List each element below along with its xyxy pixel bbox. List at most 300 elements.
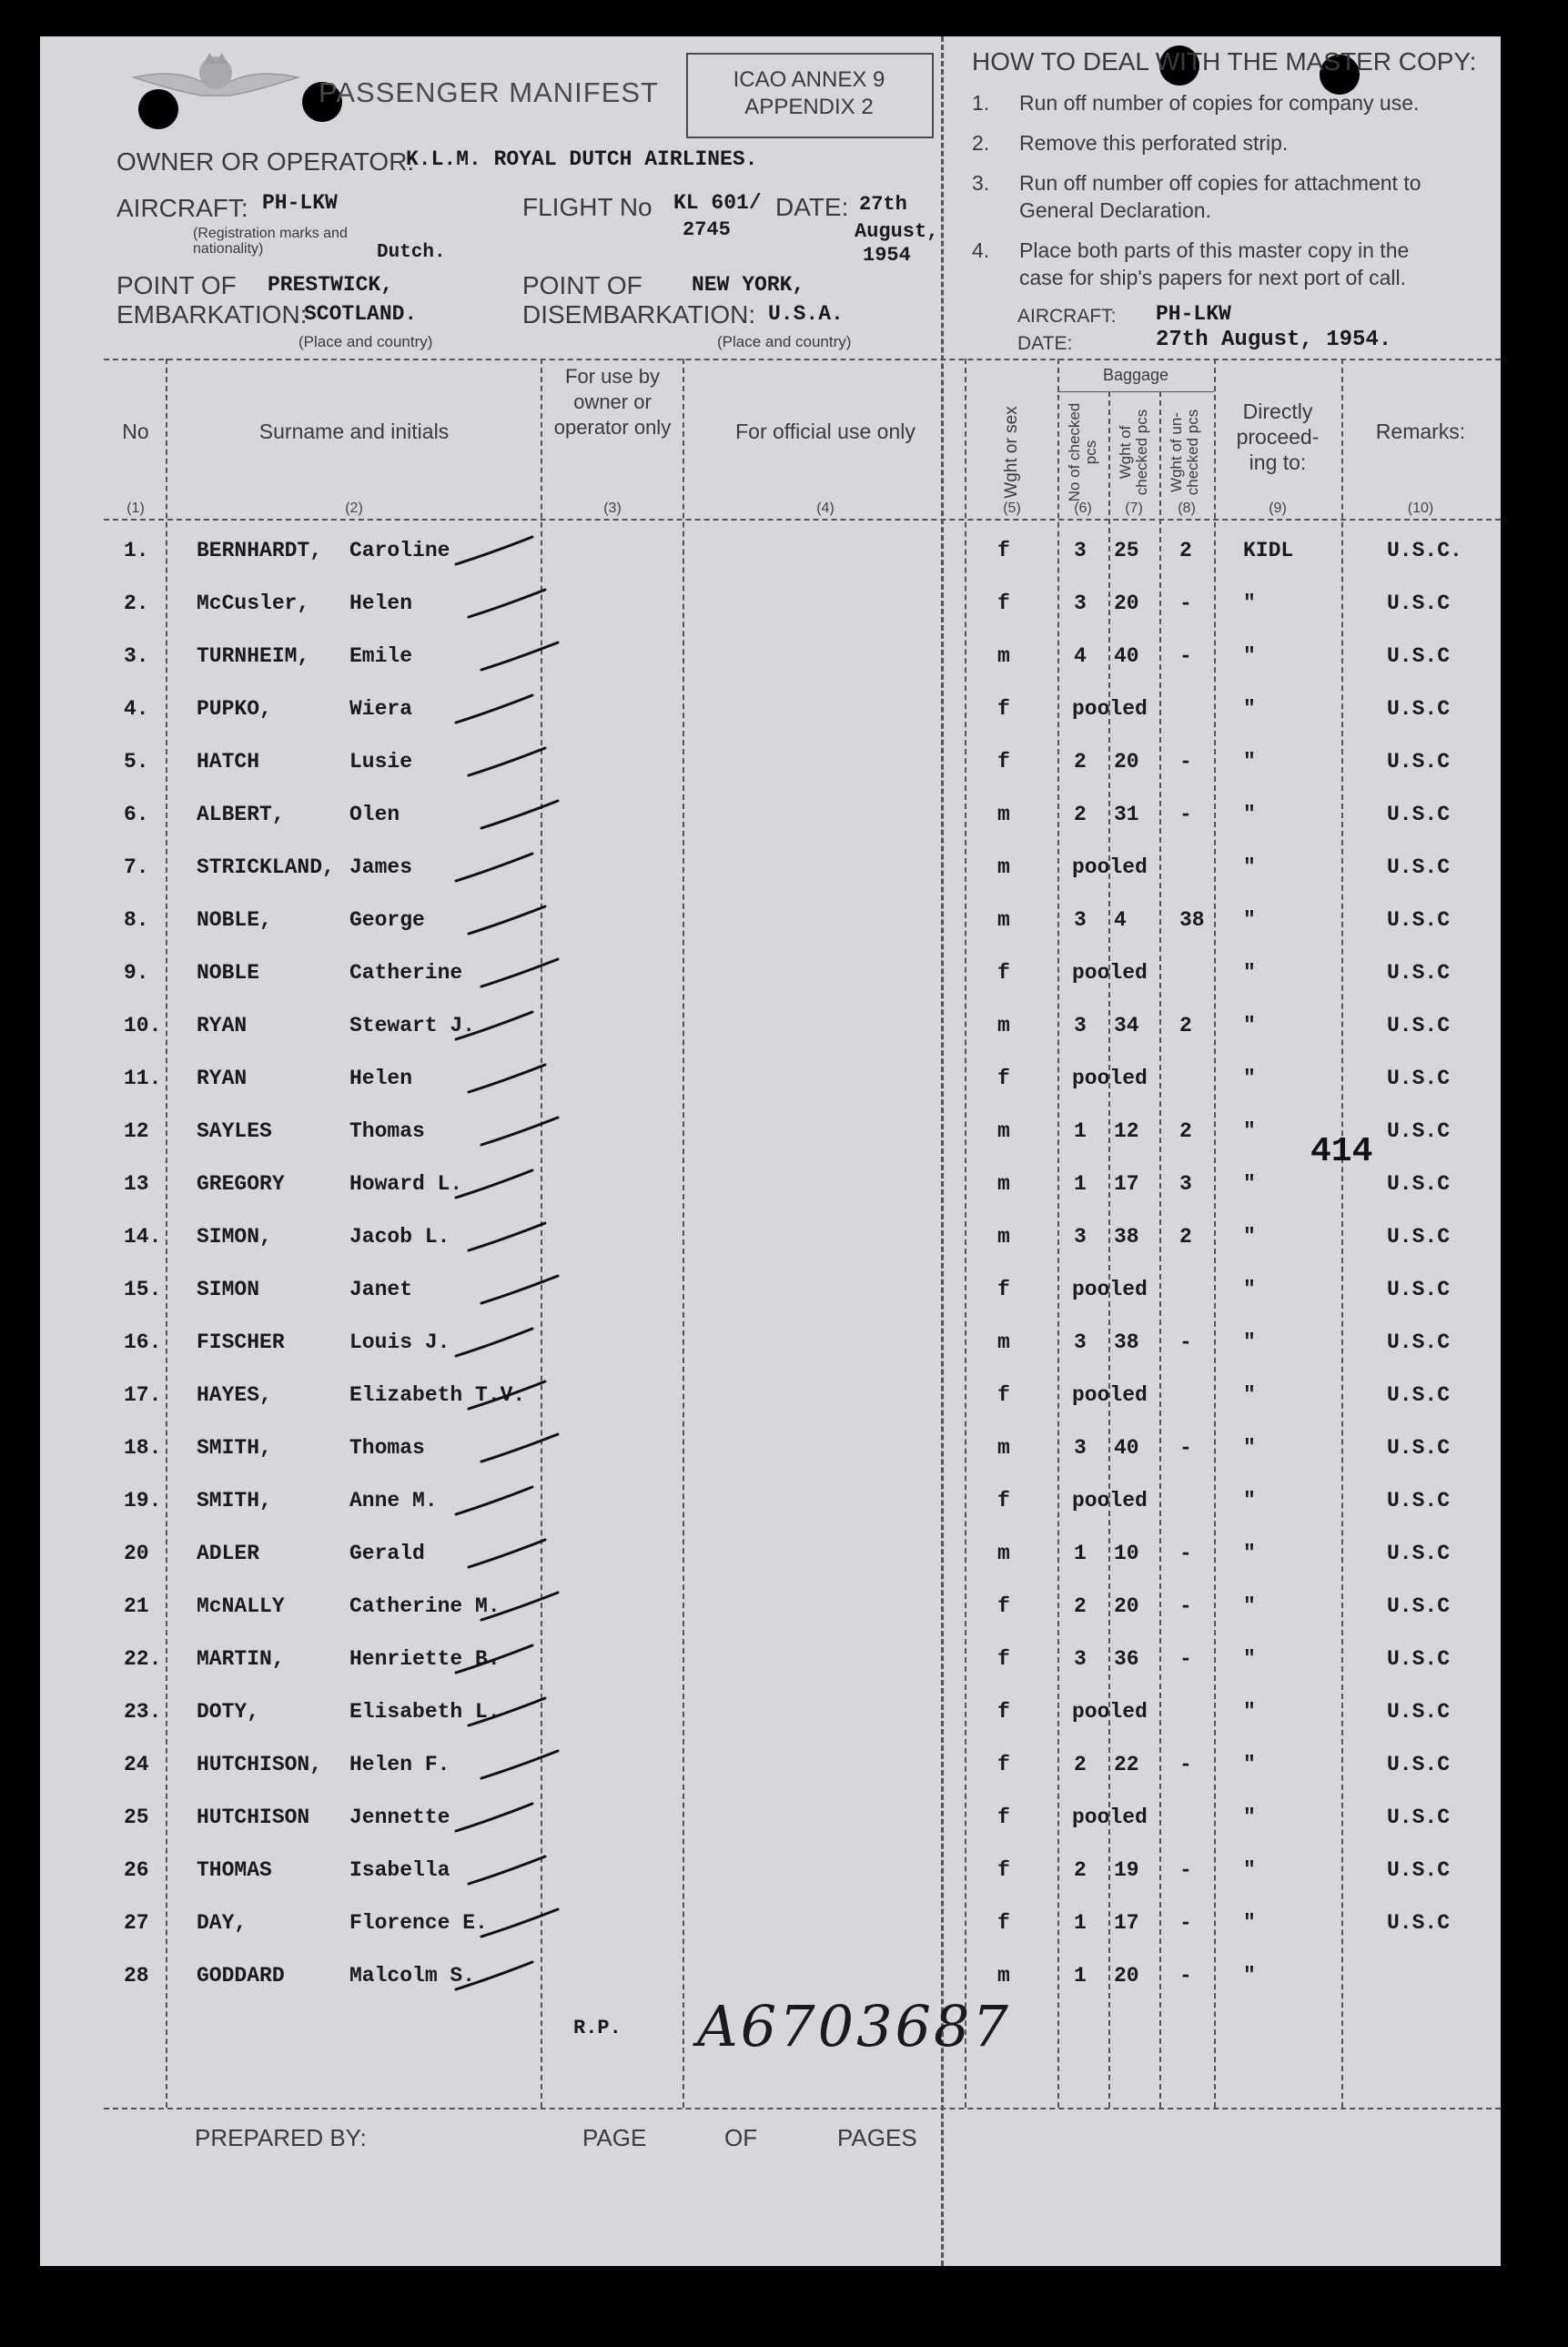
remarks: U.S.C — [1387, 1225, 1451, 1249]
passenger-sex: f — [997, 1383, 1010, 1407]
passenger-sex: f — [997, 1067, 1010, 1090]
remarks: U.S.C — [1387, 855, 1451, 879]
passenger-given-name: Catherine — [349, 961, 463, 985]
passenger-row — [40, 1806, 1501, 1858]
stamp-number: 414 — [1310, 1132, 1373, 1171]
baggage-unchecked: - — [1179, 1753, 1192, 1776]
destination: " — [1243, 855, 1256, 879]
passenger-given-name: Jennette — [349, 1806, 450, 1829]
baggage-weight: 4 — [1114, 908, 1127, 932]
col-header-no-checked: No of checked pcs — [1066, 402, 1099, 502]
passenger-number: 11. — [124, 1067, 162, 1090]
baggage-unchecked: - — [1179, 644, 1192, 668]
check-tick-mark — [467, 1061, 549, 1098]
baggage-pieces: 3 — [1074, 1330, 1087, 1354]
check-tick-mark — [454, 1325, 536, 1361]
passenger-sex: m — [997, 1964, 1010, 1988]
passenger-row — [40, 1594, 1501, 1647]
passenger-given-name: Janet — [349, 1278, 413, 1301]
passenger-row — [40, 1067, 1501, 1119]
baggage-weight: 20 — [1114, 1964, 1139, 1988]
baggage-pooled: pooled — [1072, 1067, 1148, 1090]
passenger-given-name: Elisabeth L. — [349, 1700, 501, 1724]
passenger-row — [40, 750, 1501, 803]
passenger-surname: ADLER — [197, 1542, 260, 1565]
passenger-row — [40, 1858, 1501, 1911]
instruction-text: case for ship's papers for next port of call. — [1019, 266, 1406, 289]
column-number: (5) — [1003, 501, 1021, 516]
passenger-number: 26 — [124, 1858, 149, 1882]
passenger-given-name: Helen F. — [349, 1753, 450, 1776]
remarks: U.S.C — [1387, 1700, 1451, 1724]
passenger-given-name: Olen — [349, 803, 400, 826]
check-tick-mark — [480, 1589, 561, 1625]
passenger-row — [40, 1383, 1501, 1436]
passenger-surname: BERNHARDT, — [197, 539, 323, 562]
remarks: U.S.C. — [1387, 539, 1462, 562]
passenger-number: 21 — [124, 1594, 149, 1618]
baggage-weight: 25 — [1114, 539, 1139, 562]
check-tick-mark — [480, 1114, 561, 1150]
passenger-given-name: Helen — [349, 1067, 413, 1090]
column-number: (3) — [603, 501, 622, 516]
passenger-sex: m — [997, 855, 1010, 879]
baggage-weight: 12 — [1114, 1119, 1139, 1143]
footer-pages: PAGES — [837, 2124, 917, 2151]
destination: " — [1243, 750, 1256, 774]
passenger-sex: m — [997, 908, 1010, 932]
baggage-pieces: 2 — [1074, 1753, 1087, 1776]
instruction-text: General Declaration. — [1019, 198, 1211, 222]
baggage-weight: 19 — [1114, 1858, 1139, 1882]
passenger-number: 28 — [124, 1964, 149, 1988]
passenger-row — [40, 1489, 1501, 1542]
date-label: DATE: — [775, 193, 849, 221]
flight-label: FLIGHT No — [522, 193, 652, 221]
passenger-sex: f — [997, 1489, 1010, 1512]
passenger-surname: DOTY, — [197, 1700, 260, 1724]
registration-note: (Registration marks and nationality) — [193, 226, 348, 257]
check-tick-mark — [454, 850, 536, 886]
remarks: U.S.C — [1387, 1647, 1451, 1671]
passenger-sex: m — [997, 1014, 1010, 1037]
passenger-number: 8. — [124, 908, 149, 932]
instruction-number: 3. — [972, 171, 990, 195]
passenger-given-name: Catherine M. — [349, 1594, 501, 1618]
baggage-weight: 10 — [1114, 1542, 1139, 1565]
remarks: U.S.C — [1387, 1014, 1451, 1037]
baggage-unchecked: - — [1179, 1436, 1192, 1460]
destination: " — [1243, 1172, 1256, 1196]
baggage-pooled: pooled — [1072, 1489, 1148, 1512]
column-number: (4) — [816, 501, 835, 516]
baggage-unchecked: 3 — [1179, 1172, 1192, 1196]
baggage-pieces: 2 — [1074, 803, 1087, 826]
baggage-unchecked: 38 — [1179, 908, 1205, 932]
baggage-pieces: 1 — [1074, 1119, 1087, 1143]
passenger-row — [40, 539, 1501, 592]
aircraft-value: PH-LKW — [262, 191, 338, 215]
passenger-given-name: Emile — [349, 644, 413, 668]
destination: " — [1243, 1700, 1256, 1724]
date-value-1: 27th — [859, 193, 907, 216]
disembark-label-2: DISEMBARKATION: — [522, 300, 756, 329]
baggage-unchecked: - — [1179, 1594, 1192, 1618]
remarks: U.S.C — [1387, 592, 1451, 615]
column-number: (8) — [1178, 501, 1196, 516]
passenger-number: 25 — [124, 1806, 149, 1829]
check-tick-mark — [480, 1906, 561, 1942]
disembark-label-1: POINT OF — [522, 271, 642, 299]
passenger-number: 27 — [124, 1911, 149, 1935]
passenger-row — [40, 855, 1501, 908]
icao-line2: APPENDIX 2 — [744, 95, 874, 119]
instr-aircraft-label: AIRCRAFT: — [1017, 306, 1117, 327]
passenger-sex: f — [997, 697, 1010, 721]
passenger-number: 12 — [124, 1119, 149, 1143]
col-header-wght-checked: Wght of checked pcs — [1117, 409, 1150, 496]
passenger-row — [40, 1278, 1501, 1330]
passenger-number: 10. — [124, 1014, 162, 1037]
destination: " — [1243, 1964, 1256, 1988]
check-tick-mark — [480, 639, 561, 675]
col-header-wght-unchecked: Wght of un-checked pcs — [1168, 409, 1201, 496]
passenger-surname: HUTCHISON — [197, 1806, 310, 1829]
remarks: U.S.C — [1387, 908, 1451, 932]
passenger-sex: f — [997, 1806, 1010, 1829]
destination: " — [1243, 697, 1256, 721]
passenger-sex: m — [997, 1436, 1010, 1460]
passenger-number: 6. — [124, 803, 149, 826]
destination: " — [1243, 1383, 1256, 1407]
destination: " — [1243, 1594, 1256, 1618]
passenger-given-name: Helen — [349, 592, 413, 615]
remarks: U.S.C — [1387, 1172, 1451, 1196]
baggage-pooled: pooled — [1072, 1383, 1148, 1407]
destination: " — [1243, 1278, 1256, 1301]
passenger-surname: MARTIN, — [197, 1647, 285, 1671]
remarks: U.S.C — [1387, 961, 1451, 985]
baggage-weight: 40 — [1114, 1436, 1139, 1460]
baggage-underline — [1057, 391, 1214, 392]
passenger-given-name: Anne M. — [349, 1489, 438, 1512]
baggage-unchecked: - — [1179, 1647, 1192, 1671]
baggage-weight: 17 — [1114, 1172, 1139, 1196]
destination: " — [1243, 1911, 1256, 1935]
passenger-given-name: Stewart J. — [349, 1014, 476, 1037]
check-tick-mark — [467, 903, 549, 939]
passenger-given-name: Wiera — [349, 697, 413, 721]
passenger-number: 16. — [124, 1330, 162, 1354]
klm-crown-logo — [129, 46, 302, 118]
check-tick-mark — [467, 586, 549, 622]
baggage-unchecked: - — [1179, 1330, 1192, 1354]
destination: " — [1243, 803, 1256, 826]
column-number: (9) — [1269, 501, 1287, 516]
owner-note-rp: R.P. — [573, 2017, 622, 2039]
passenger-surname: GODDARD — [197, 1964, 285, 1988]
baggage-pieces: 1 — [1074, 1964, 1087, 1988]
passenger-sex: f — [997, 539, 1010, 562]
check-tick-mark — [467, 744, 549, 781]
passenger-given-name: Thomas — [349, 1436, 425, 1460]
baggage-pieces: 1 — [1074, 1911, 1087, 1935]
check-tick-mark — [454, 1483, 536, 1520]
passenger-given-name: Henriette B. — [349, 1647, 501, 1671]
baggage-weight: 36 — [1114, 1647, 1139, 1671]
instr-date-value: 27th August, 1954. — [1156, 328, 1392, 352]
destination: " — [1243, 961, 1256, 985]
passenger-surname: FISCHER — [197, 1330, 285, 1354]
remarks: U.S.C — [1387, 1119, 1451, 1143]
passenger-number: 22. — [124, 1647, 162, 1671]
passenger-number: 24 — [124, 1753, 149, 1776]
passenger-row — [40, 1330, 1501, 1383]
column-number: (6) — [1074, 501, 1092, 516]
instr-aircraft-value: PH-LKW — [1156, 302, 1231, 326]
passenger-number: 19. — [124, 1489, 162, 1512]
remarks: U.S.C — [1387, 1594, 1451, 1618]
baggage-weight: 20 — [1114, 1594, 1139, 1618]
instruction-text: Remove this perforated strip. — [1019, 131, 1289, 155]
passenger-row — [40, 1647, 1501, 1700]
remarks: U.S.C — [1387, 750, 1451, 774]
baggage-unchecked: 2 — [1179, 1225, 1192, 1249]
baggage-weight: 22 — [1114, 1753, 1139, 1776]
passenger-given-name: Thomas — [349, 1119, 425, 1143]
remarks: U.S.C — [1387, 1542, 1451, 1565]
destination: " — [1243, 1753, 1256, 1776]
table-bottom-line — [104, 2108, 1501, 2109]
date-value-3: 1954 — [863, 244, 911, 267]
remarks: U.S.C — [1387, 1489, 1451, 1512]
check-tick-mark — [480, 1747, 561, 1784]
nationality-value: Dutch. — [377, 242, 446, 263]
check-tick-mark — [454, 1008, 536, 1045]
baggage-unchecked: - — [1179, 1964, 1192, 1988]
embark-value-1: PRESTWICK, — [268, 273, 394, 297]
check-tick-mark — [454, 1642, 536, 1678]
passenger-surname: RYAN — [197, 1014, 248, 1037]
baggage-unchecked: - — [1179, 750, 1192, 774]
flight-value: KL 601/ — [673, 191, 762, 215]
passenger-given-name: James — [349, 855, 413, 879]
footer-page: PAGE — [582, 2124, 647, 2151]
baggage-unchecked: - — [1179, 803, 1192, 826]
passenger-given-name: Isabella — [349, 1858, 450, 1882]
owner-label: OWNER OR OPERATOR: — [116, 147, 415, 176]
passenger-sex: f — [997, 592, 1010, 615]
destination: " — [1243, 1806, 1256, 1829]
owner-value: K.L.M. ROYAL DUTCH AIRLINES. — [406, 147, 758, 171]
passenger-sex: f — [997, 1278, 1010, 1301]
instruction-number: 4. — [972, 238, 990, 262]
disembark-value-1: NEW YORK, — [692, 273, 805, 297]
instruction-text: Run off number of copies for company use. — [1019, 91, 1420, 115]
check-tick-mark — [480, 797, 561, 834]
destination: " — [1243, 1067, 1256, 1090]
destination: KIDL — [1243, 539, 1294, 562]
remarks: U.S.C — [1387, 697, 1451, 721]
passenger-row — [40, 1014, 1501, 1067]
passenger-row — [40, 1753, 1501, 1806]
baggage-weight: 17 — [1114, 1911, 1139, 1935]
passenger-number: 17. — [124, 1383, 162, 1407]
passenger-surname: SIMON, — [197, 1225, 272, 1249]
passenger-number: 14. — [124, 1225, 162, 1249]
passenger-row — [40, 1225, 1501, 1278]
baggage-pooled: pooled — [1072, 697, 1148, 721]
baggage-weight: 34 — [1114, 1014, 1139, 1037]
passenger-sex: f — [997, 1647, 1010, 1671]
handwritten-id: A6703687 — [697, 1993, 1011, 2059]
baggage-pooled: pooled — [1072, 1278, 1148, 1301]
baggage-unchecked: 2 — [1179, 1119, 1192, 1143]
baggage-weight: 20 — [1114, 592, 1139, 615]
destination: " — [1243, 1542, 1256, 1565]
passenger-surname: PUPKO, — [197, 697, 272, 721]
destination: " — [1243, 1436, 1256, 1460]
baggage-pieces: 3 — [1074, 1436, 1087, 1460]
passenger-sex: f — [997, 750, 1010, 774]
baggage-pooled: pooled — [1072, 1700, 1148, 1724]
passenger-sex: f — [997, 961, 1010, 985]
column-number: (1) — [126, 501, 145, 516]
passenger-sex: m — [997, 1542, 1010, 1565]
passenger-number: 7. — [124, 855, 149, 879]
remarks: U.S.C — [1387, 1330, 1451, 1354]
passenger-given-name: Lusie — [349, 750, 413, 774]
destination: " — [1243, 1489, 1256, 1512]
passenger-surname: SAYLES — [197, 1119, 272, 1143]
passenger-row — [40, 1436, 1501, 1489]
remarks: U.S.C — [1387, 1436, 1451, 1460]
check-tick-mark — [480, 1272, 561, 1309]
passenger-sex: f — [997, 1753, 1010, 1776]
passenger-given-name: Louis J. — [349, 1330, 450, 1354]
baggage-pieces: 3 — [1074, 1014, 1087, 1037]
col-header-no: No — [122, 420, 149, 443]
baggage-pieces: 1 — [1074, 1172, 1087, 1196]
check-tick-mark — [467, 1853, 549, 1889]
column-number: (10) — [1407, 501, 1434, 516]
passenger-given-name: Howard L. — [349, 1172, 463, 1196]
remarks: U.S.C — [1387, 1278, 1451, 1301]
baggage-pieces: 4 — [1074, 644, 1087, 668]
baggage-unchecked: - — [1179, 1858, 1192, 1882]
table-header-bottom-line — [104, 519, 1501, 521]
column-number: (2) — [345, 501, 363, 516]
remarks: U.S.C — [1387, 1806, 1451, 1829]
passenger-surname: SIMON — [197, 1278, 260, 1301]
baggage-pieces: 3 — [1074, 1225, 1087, 1249]
baggage-pieces: 3 — [1074, 592, 1087, 615]
baggage-unchecked: - — [1179, 1911, 1192, 1935]
passenger-surname: GREGORY — [197, 1172, 285, 1196]
baggage-weight: 31 — [1114, 803, 1139, 826]
remarks: U.S.C — [1387, 1067, 1451, 1090]
passenger-given-name: Elizabeth T.V. — [349, 1383, 526, 1407]
passenger-given-name: Florence E. — [349, 1911, 488, 1935]
destination: " — [1243, 1858, 1256, 1882]
check-tick-mark — [467, 1378, 549, 1414]
footer-prepared-by: PREPARED BY: — [195, 2124, 367, 2151]
passenger-surname: HATCH — [197, 750, 260, 774]
passenger-given-name: Gerald — [349, 1542, 425, 1565]
baggage-weight: 38 — [1114, 1330, 1139, 1354]
instructions-title: HOW TO DEAL WITH THE MASTER COPY: — [972, 47, 1477, 76]
passenger-row — [40, 592, 1501, 644]
instr-date-label: DATE: — [1017, 333, 1073, 354]
check-tick-mark — [480, 956, 561, 992]
remarks: U.S.C — [1387, 644, 1451, 668]
baggage-pieces: 2 — [1074, 1858, 1087, 1882]
baggage-weight: 20 — [1114, 750, 1139, 774]
check-tick-mark — [454, 1958, 536, 1995]
remarks: U.S.C — [1387, 803, 1451, 826]
embark-label-2: EMBARKATION: — [116, 300, 308, 329]
passenger-sex: f — [997, 1858, 1010, 1882]
baggage-pieces: 1 — [1074, 1542, 1087, 1565]
passenger-surname: SMITH, — [197, 1489, 272, 1512]
embark-place-note: (Place and country) — [298, 333, 433, 350]
check-tick-mark — [480, 1431, 561, 1467]
passenger-surname: HAYES, — [197, 1383, 272, 1407]
baggage-pieces: 2 — [1074, 750, 1087, 774]
baggage-pooled: pooled — [1072, 855, 1148, 879]
check-tick-mark — [467, 1219, 549, 1256]
baggage-unchecked: 2 — [1179, 539, 1192, 562]
baggage-unchecked: - — [1179, 1542, 1192, 1565]
baggage-pieces: 2 — [1074, 1594, 1087, 1618]
col-header-official: For official use only — [735, 420, 916, 443]
baggage-pooled: pooled — [1072, 961, 1148, 985]
passenger-sex: m — [997, 1172, 1010, 1196]
destination: " — [1243, 644, 1256, 668]
passenger-surname: STRICKLAND, — [197, 855, 335, 879]
passenger-number: 5. — [124, 750, 149, 774]
passenger-number: 3. — [124, 644, 149, 668]
baggage-unchecked: - — [1179, 592, 1192, 615]
passenger-surname: McCusler, — [197, 592, 310, 615]
instruction-text: Place both parts of this master copy in the — [1019, 238, 1410, 262]
baggage-weight: 40 — [1114, 644, 1139, 668]
destination: " — [1243, 908, 1256, 932]
passenger-surname: RYAN — [197, 1067, 248, 1090]
passenger-number: 18. — [124, 1436, 162, 1460]
disembark-place-note: (Place and country) — [717, 333, 852, 350]
embark-label-1: POINT OF — [116, 271, 237, 299]
passenger-given-name: George — [349, 908, 425, 932]
col-header-owner-use: For use by owner or operator only — [553, 365, 672, 439]
table-top-line — [104, 359, 1501, 360]
passenger-row — [40, 1911, 1501, 1964]
passenger-row — [40, 908, 1501, 961]
passenger-row — [40, 1172, 1501, 1225]
manifest-title: PASSENGER MANIFEST — [319, 76, 659, 108]
destination: " — [1243, 1647, 1256, 1671]
instruction-number: 1. — [972, 91, 990, 115]
passenger-sex: m — [997, 1225, 1010, 1249]
check-tick-mark — [467, 1694, 549, 1731]
remarks: U.S.C — [1387, 1383, 1451, 1407]
check-tick-mark — [454, 1167, 536, 1203]
passenger-surname: DAY, — [197, 1911, 248, 1935]
passenger-surname: McNALLY — [197, 1594, 285, 1618]
baggage-pieces: 3 — [1074, 539, 1087, 562]
passenger-sex: m — [997, 1330, 1010, 1354]
passenger-row — [40, 1542, 1501, 1594]
